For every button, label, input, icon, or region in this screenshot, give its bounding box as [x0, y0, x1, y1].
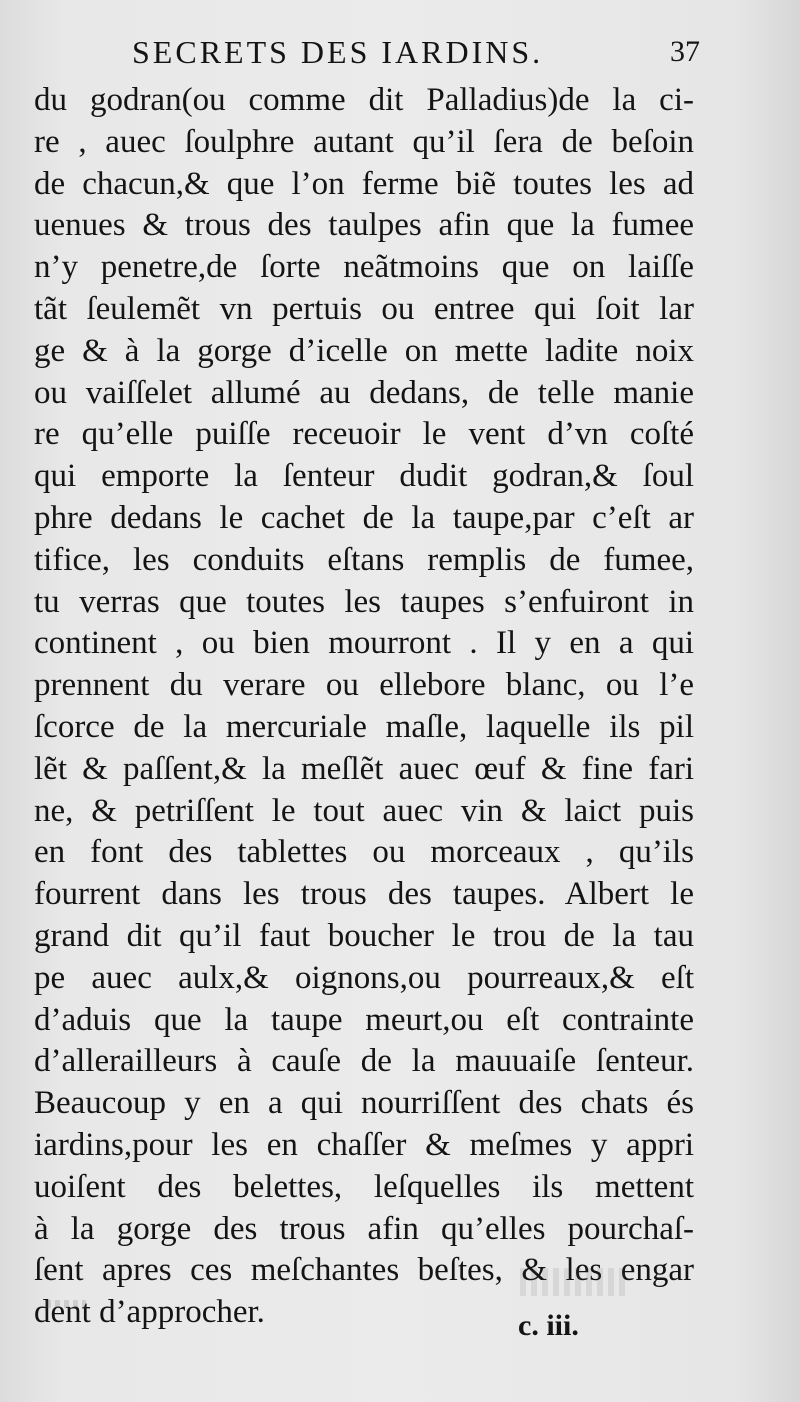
text-line: uenues & trous des taulpes afin que la fumee	[34, 207, 694, 244]
text-line: uoiſent des belettes, leſquelles ils mettent	[34, 1168, 694, 1205]
text-line: qui emporte la ſenteur dudit godran,& ſoul	[34, 458, 694, 495]
text-line: pe auec aulx,& oignons,ou pourreaux,& eſt	[34, 959, 694, 996]
text-line: grand dit qu’il faut boucher le trou de la tau	[34, 917, 694, 954]
signature-mark: c. iii.	[518, 1309, 579, 1342]
text-line: en font des tablettes ou morceaux , qu’ils	[34, 834, 694, 871]
text-line: à la gorge des trous afin qu’elles pourchaſ-	[34, 1210, 694, 1247]
text-line: phre dedans le cachet de la taupe,par c’eſt ar	[34, 499, 694, 536]
text-line: re , auec ſoulphre autant qu’il ſera de beſoin	[34, 123, 694, 160]
text-line: Beaucoup y en a qui nourriſſent des chats és	[34, 1085, 694, 1122]
text-line: continent , ou bien mourront . Il y en a qui	[34, 625, 694, 662]
page-number: 37	[670, 35, 700, 68]
text-line: dent d’approcher.	[34, 1294, 265, 1331]
text-line: lẽt & paſſent,& la meſlẽt auec œuf & fine fari	[34, 750, 694, 787]
text-line: ge & à la gorge d’icelle on mette ladite noix	[34, 332, 694, 369]
text-line: du godran(ou comme dit Palladius)de la ci-	[34, 82, 694, 118]
text-line: ou vaiſſelet allumé au dedans, de telle manie	[34, 374, 694, 411]
text-line: iardins,pour les en chaſſer & meſmes y appri	[34, 1126, 694, 1163]
text-line: n’y penetre,de ſorte neãtmoins que on laiſſe	[34, 249, 694, 286]
text-line: fourrent dans les trous des taupes. Albert le	[34, 876, 694, 913]
text-line: prennent du verare ou ellebore blanc, ou l’e	[34, 667, 694, 704]
text-line: tu verras que toutes les taupes s’enfuiront in	[34, 583, 694, 620]
text-line: tifice, les conduits eſtans remplis de fumee,	[34, 541, 694, 578]
text-line: ne, & petriſſent le tout auec vin & laict puis	[34, 792, 694, 829]
running-title: SECRETS DES IARDINS.	[132, 34, 544, 70]
page-header	[132, 30, 712, 74]
text-line: re qu’elle puiſſe receuoir le vent d’vn coſté	[34, 416, 694, 453]
show-through-ink	[520, 1268, 630, 1296]
text-line: ſcorce de la mercuriale maſle, laquelle ils pil	[34, 708, 694, 745]
text-line: de chacun,& que l’on ferme biẽ toutes les ad	[34, 165, 694, 202]
text-line: d’aduis que la taupe meurt,ou eſt contrainte	[34, 1001, 694, 1038]
text-line: d’allerailleurs à cauſe de la mauuaiſe ſenteur.	[34, 1043, 694, 1080]
body-text	[34, 80, 694, 1334]
show-through-ink	[46, 1300, 86, 1308]
text-line: tãt ſeulemẽt vn pertuis ou entree qui ſoit lar	[34, 290, 694, 327]
text-line: ſent apres ces meſchantes beſtes, & les engar	[34, 1252, 694, 1289]
